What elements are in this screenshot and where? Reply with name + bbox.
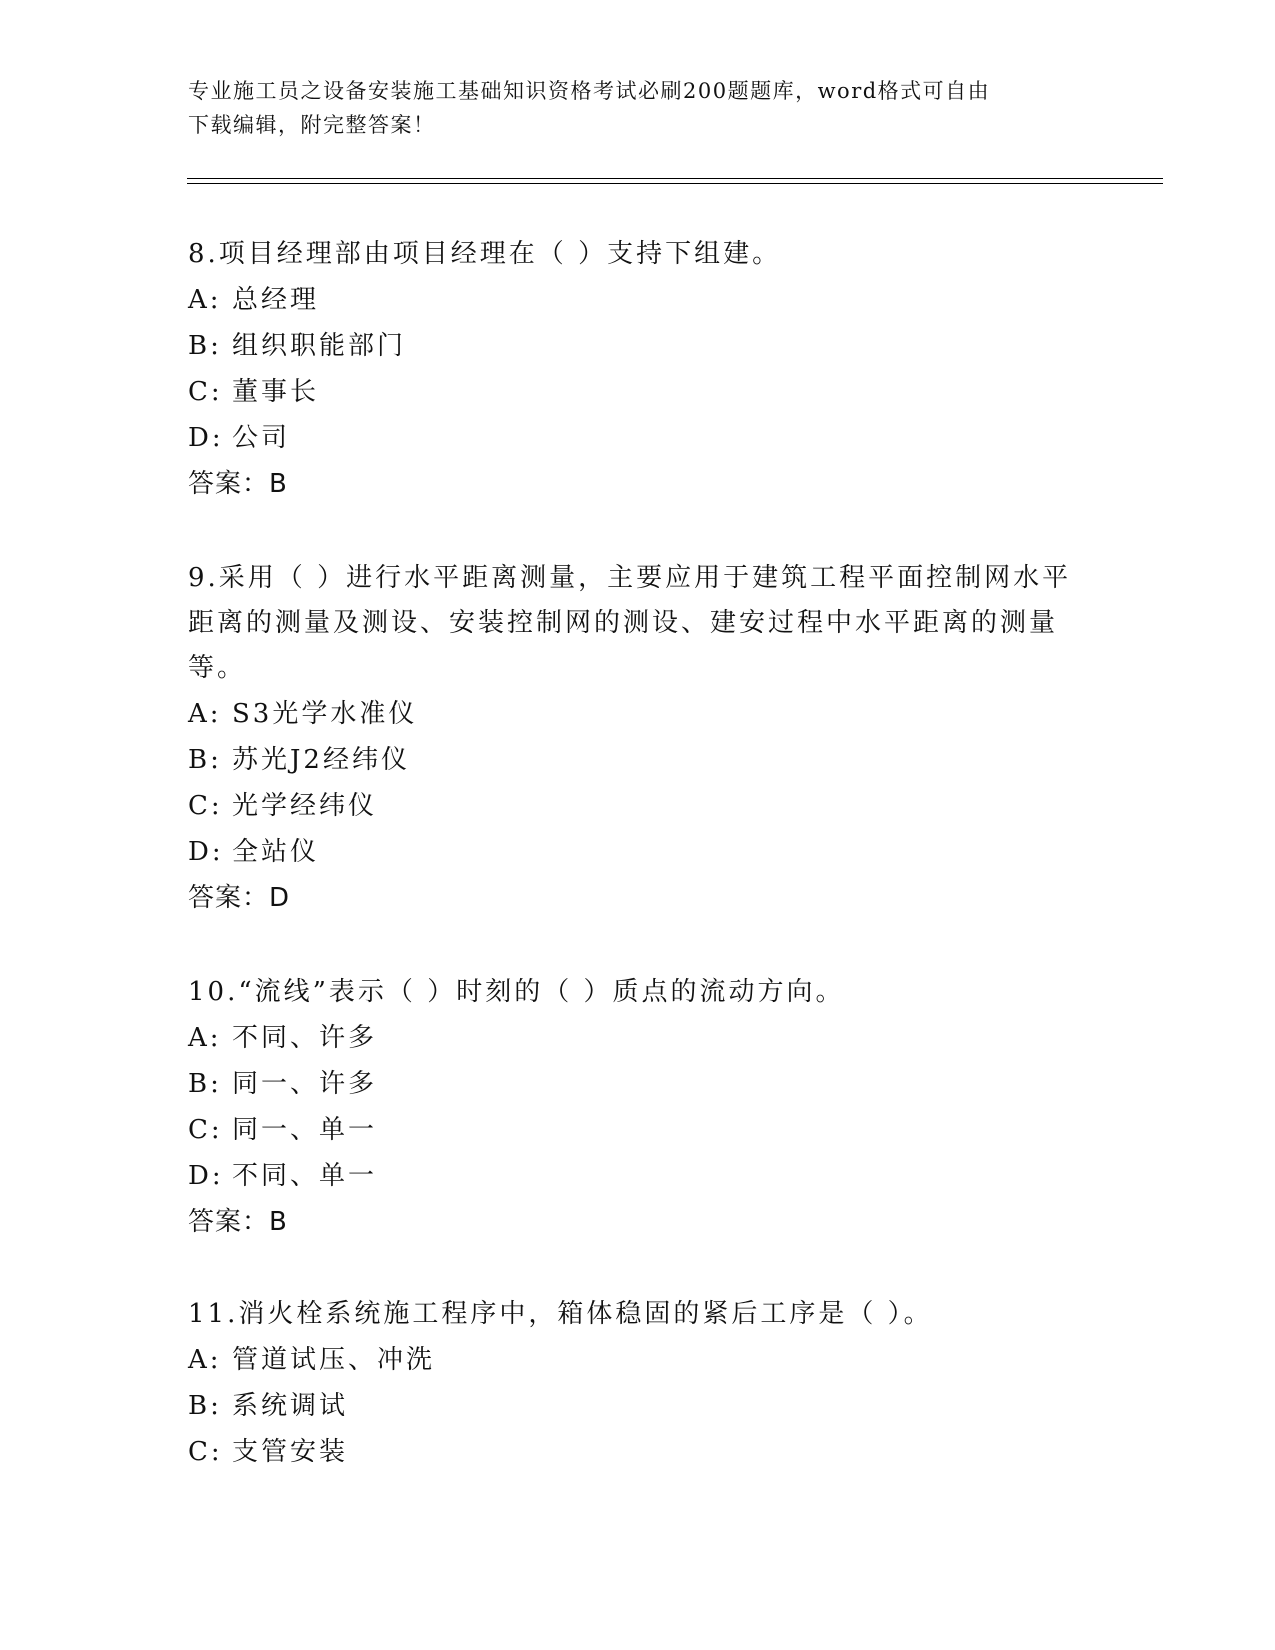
question-10 — [188, 970, 1088, 1245]
option-letter: A: — [188, 699, 222, 729]
option-letter: D: — [188, 837, 224, 867]
option-letter: D: — [188, 423, 224, 453]
option-c — [188, 1429, 1088, 1475]
option-a — [188, 1337, 1088, 1383]
option-text: 组织职能部门 — [232, 331, 407, 361]
option-letter: B: — [188, 745, 222, 775]
option-letter: C: — [188, 791, 223, 821]
option-a — [188, 691, 1088, 737]
option-letter: B: — [188, 1391, 222, 1421]
question-9 — [188, 556, 1088, 921]
option-b — [188, 1061, 1088, 1107]
option-text: 同一、单一 — [232, 1115, 378, 1145]
option-letter: D: — [188, 1161, 224, 1191]
option-text: 总经理 — [232, 285, 320, 315]
option-text: 同一、许多 — [232, 1069, 378, 1099]
option-text: 不同、单一 — [232, 1161, 378, 1191]
question-11 — [188, 1292, 1088, 1475]
answer-line: 答案：B — [188, 1207, 288, 1237]
option-letter: C: — [188, 1437, 223, 1467]
option-d — [188, 415, 1088, 461]
option-a — [188, 277, 1088, 323]
question-stem: 9.采用（ ）进行水平距离测量，主要应用于建筑工程平面控制网水平距离的测量及测设、安装控制网的测设、建安过程中水平距离的测量等。 — [188, 563, 1072, 683]
option-text: 全站仪 — [232, 837, 320, 867]
header-line-2: 下载编辑，附完整答案！ — [188, 113, 436, 137]
option-b — [188, 1383, 1088, 1429]
answer-line: 答案：D — [188, 883, 291, 913]
option-text: 光学经纬仪 — [232, 791, 378, 821]
option-letter: A: — [188, 285, 222, 315]
option-text: 董事长 — [232, 377, 320, 407]
answer-line: 答案：B — [188, 469, 288, 499]
option-text: 不同、许多 — [232, 1023, 378, 1053]
question-stem: 11.消火栓系统施工程序中，箱体稳固的紧后工序是（ ）。 — [188, 1299, 933, 1329]
option-c — [188, 783, 1088, 829]
document-header — [188, 74, 1088, 142]
header-divider-top — [187, 178, 1163, 179]
option-letter: A: — [188, 1345, 222, 1375]
header-divider-bottom — [187, 183, 1163, 184]
option-text: 管道试压、冲洗 — [232, 1345, 436, 1375]
option-text: S3光学水准仪 — [232, 699, 418, 729]
option-b — [188, 737, 1088, 783]
option-text: 系统调试 — [232, 1391, 349, 1421]
option-d — [188, 829, 1088, 875]
option-letter: B: — [188, 331, 222, 361]
question-8 — [188, 232, 1088, 507]
option-d — [188, 1153, 1088, 1199]
option-c — [188, 369, 1088, 415]
option-c — [188, 1107, 1088, 1153]
option-letter: B: — [188, 1069, 222, 1099]
question-stem: 10.“流线”表示（ ）时刻的（ ）质点的流动方向。 — [188, 977, 845, 1007]
option-text: 苏光J2经纬仪 — [232, 745, 410, 775]
option-letter: C: — [188, 377, 223, 407]
option-text: 支管安装 — [232, 1437, 349, 1467]
option-letter: C: — [188, 1115, 223, 1145]
option-b — [188, 323, 1088, 369]
option-letter: A: — [188, 1023, 222, 1053]
option-a — [188, 1015, 1088, 1061]
option-text: 公司 — [232, 423, 291, 453]
question-stem: 8.项目经理部由项目经理在（ ）支持下组建。 — [188, 239, 782, 269]
header-line-1: 专业施工员之设备安装施工基础知识资格考试必刷200题题库，word格式可自由 — [188, 79, 991, 103]
